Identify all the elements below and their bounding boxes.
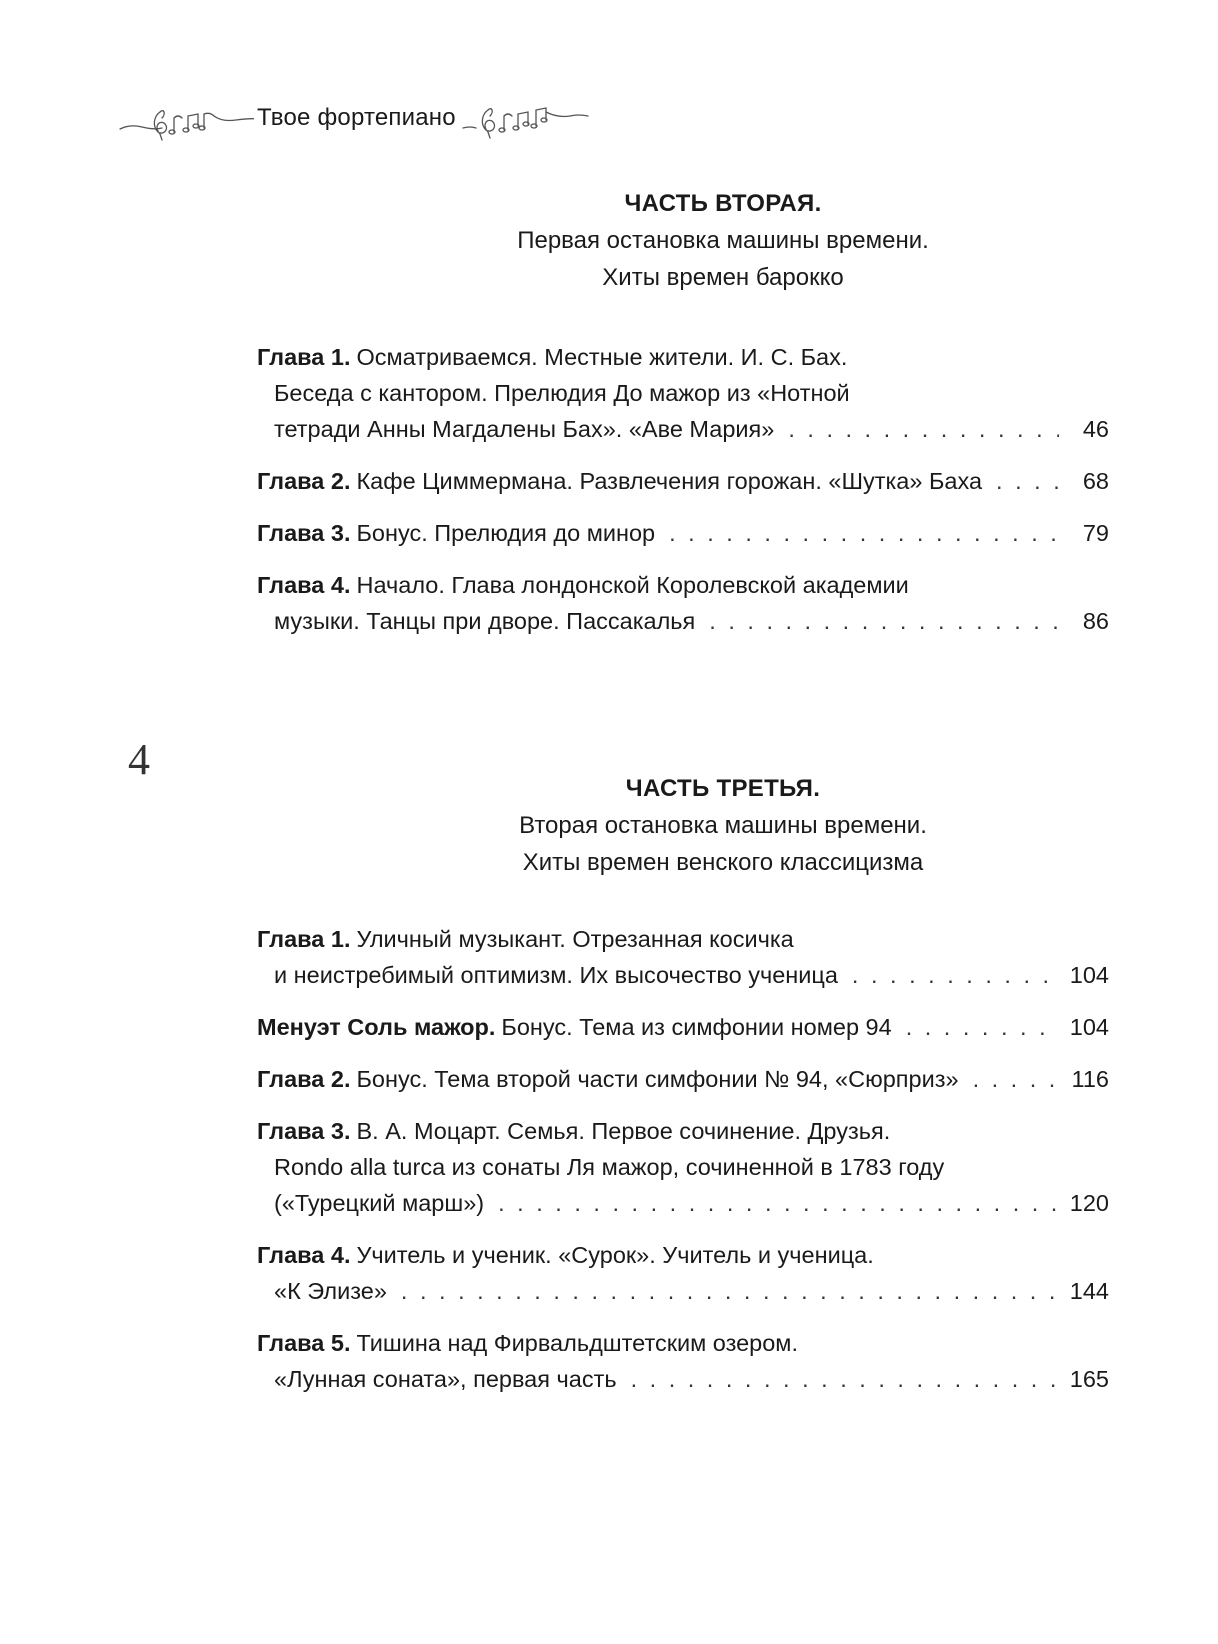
toc-page-number: 104 xyxy=(1069,962,1109,988)
toc-entry-text: Уличный музыкант. Отрезанная косичка xyxy=(356,926,794,952)
toc-page-number: 79 xyxy=(1082,520,1109,546)
toc-entry-text: Учитель и ученик. «Сурок». Учитель и ученица. xyxy=(356,1242,874,1268)
dot-leader xyxy=(498,1185,1059,1221)
part-subtitle: Вторая остановка машины времени. xyxy=(519,812,927,839)
toc-entry-text: Rondo alla turca из сонаты Ля мажор, сочиненной в 1783 году xyxy=(274,1154,945,1180)
part-subtitle: Первая остановка машины времени. xyxy=(517,227,929,254)
toc-entry-label: Глава 3. xyxy=(257,520,351,546)
dot-leader xyxy=(973,1061,1059,1097)
toc-page-number: 120 xyxy=(1069,1190,1109,1216)
toc-entry[interactable] xyxy=(257,463,1109,499)
part-title: ЧАСТЬ ТРЕТЬЯ. xyxy=(625,775,821,802)
toc-entry[interactable] xyxy=(257,515,1109,551)
part-subtitle: Хиты времен венского классицизма xyxy=(522,849,924,876)
page-number: 4 xyxy=(128,735,150,784)
dot-leader xyxy=(631,1361,1059,1397)
part-header xyxy=(257,771,1109,881)
toc-entry-text: Осматриваемся. Местные жители. И. С. Бах. xyxy=(356,344,848,370)
toc-entry[interactable] xyxy=(257,567,1109,639)
toc-entry-text: Бонус. Тема из симфонии номер 94 xyxy=(501,1014,892,1040)
toc-entry-text: Тишина над Фирвальдштетским озером. xyxy=(356,1330,798,1356)
toc-entry-text: «К Элизе» xyxy=(274,1278,387,1304)
toc-page-number: 116 xyxy=(1071,1066,1109,1092)
toc-list xyxy=(257,339,1109,639)
dot-leader xyxy=(788,411,1059,447)
toc-entry-label: Глава 3. xyxy=(257,1118,351,1144)
toc-entry-label: Глава 1. xyxy=(257,926,351,952)
toc-entry-text: «Лунная соната», первая часть xyxy=(274,1366,617,1392)
running-header xyxy=(118,92,638,152)
part-title: ЧАСТЬ ВТОРАЯ. xyxy=(624,190,822,217)
dot-leader xyxy=(852,957,1059,993)
dot-leader xyxy=(709,603,1059,639)
toc-entry[interactable] xyxy=(257,1009,1109,1045)
dot-leader xyxy=(401,1273,1059,1309)
toc-entry[interactable] xyxy=(257,1113,1109,1221)
toc-page-number: 165 xyxy=(1069,1366,1109,1392)
toc-entry[interactable] xyxy=(257,1325,1109,1397)
toc-entry-text: Бонус. Прелюдия до минор xyxy=(356,520,656,546)
toc-entry-label: Глава 2. xyxy=(257,1066,351,1092)
toc-entry-label: Глава 4. xyxy=(257,572,351,598)
toc-entry-label: Глава 4. xyxy=(257,1242,351,1268)
part-three-section xyxy=(257,771,1109,1413)
toc-entry-text: и неистребимый оптимизм. Их высочество ученица xyxy=(274,962,838,988)
toc-entry[interactable] xyxy=(257,1061,1109,1097)
toc-entry-text: В. А. Моцарт. Семья. Первое сочинение. Друзья. xyxy=(356,1118,891,1144)
toc-page-number: 86 xyxy=(1082,608,1109,634)
toc-page-number: 144 xyxy=(1069,1278,1109,1304)
toc-list xyxy=(257,921,1109,1397)
part-header xyxy=(257,186,1109,296)
dot-leader xyxy=(996,463,1059,499)
toc-entry-label: Глава 1. xyxy=(257,344,351,370)
part-two-section xyxy=(257,186,1109,655)
toc-entry-text: музыки. Танцы при дворе. Пассакалья xyxy=(274,608,696,634)
dot-leader xyxy=(669,515,1059,551)
toc-entry-text: Беседа с кантором. Прелюдия До мажор из «Нотной xyxy=(274,380,850,406)
toc-entry-label: Глава 5. xyxy=(257,1330,351,1356)
toc-entry-text: тетради Анны Магдалены Бах». «Аве Мария» xyxy=(274,416,775,442)
part-subtitle: Хиты времен барокко xyxy=(602,264,844,291)
toc-entry[interactable] xyxy=(257,339,1109,447)
toc-page-number: 46 xyxy=(1082,416,1109,442)
toc-entry-text: Начало. Глава лондонской Королевской академии xyxy=(356,572,909,598)
toc-entry-label: Менуэт Соль мажор. xyxy=(257,1014,496,1040)
toc-page-number: 68 xyxy=(1082,468,1109,494)
toc-entry-text: («Турецкий марш») xyxy=(274,1190,485,1216)
toc-page-number: 104 xyxy=(1069,1014,1109,1040)
dot-leader xyxy=(906,1009,1059,1045)
toc-entry[interactable] xyxy=(257,921,1109,993)
toc-entry[interactable] xyxy=(257,1237,1109,1309)
toc-entry-text: Бонус. Тема второй части симфонии № 94, «Сюрприз» xyxy=(356,1066,959,1092)
running-title: Твое фортепиано xyxy=(254,104,459,132)
toc-entry-text: Кафе Циммермана. Развлечения горожан. «Шутка» Баха xyxy=(356,468,983,494)
toc-entry-label: Глава 2. xyxy=(257,468,351,494)
